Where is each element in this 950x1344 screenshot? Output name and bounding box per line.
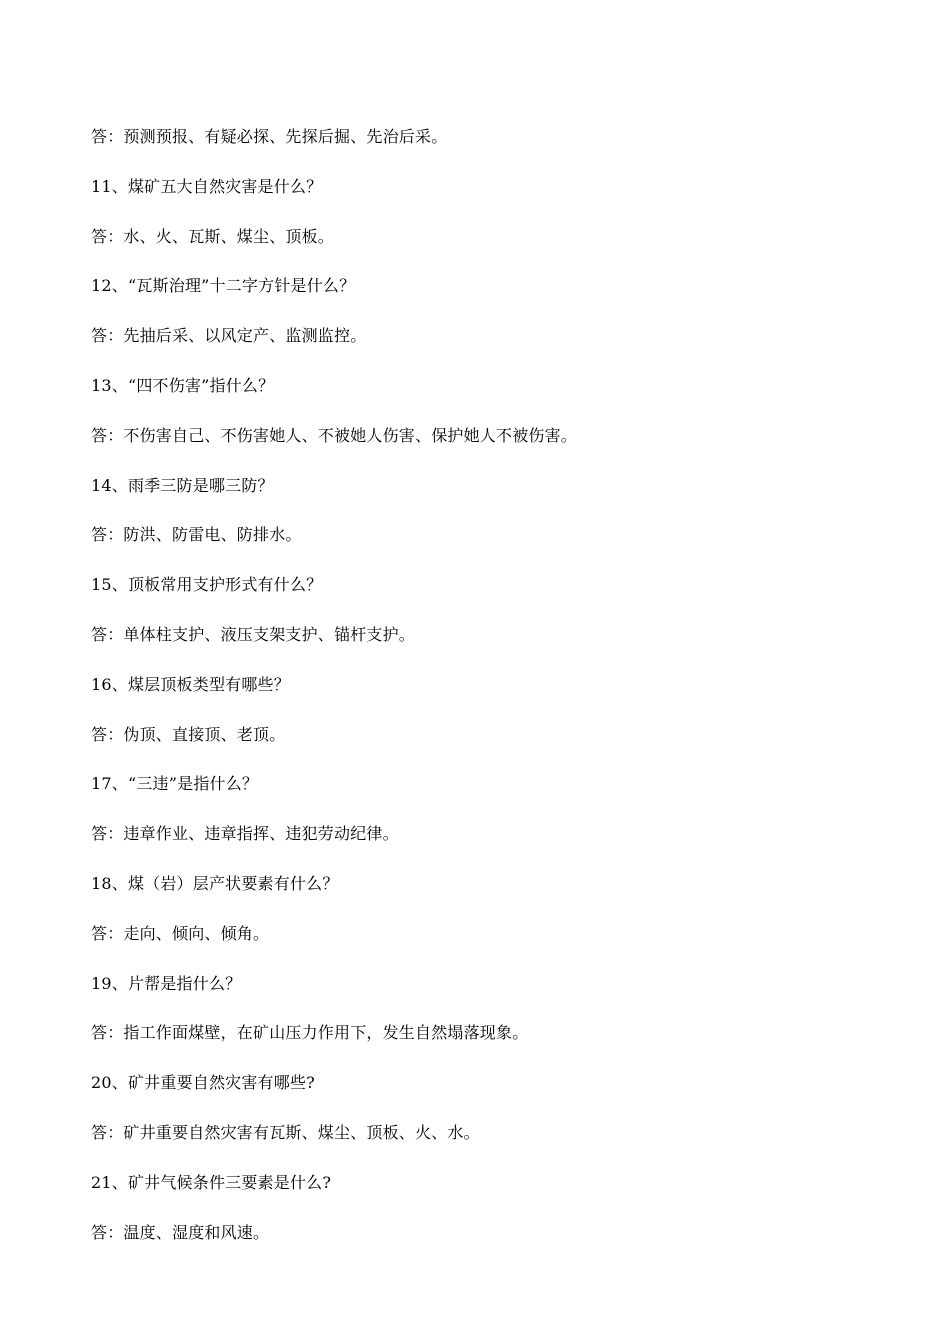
answer-line: 答：走向、倾向、倾角。	[91, 923, 270, 943]
question-line: 19、片帮是指什么？	[91, 973, 242, 993]
question-line: 21、矿井气候条件三要素是什么?	[91, 1172, 332, 1192]
qa-list	[91, 124, 911, 1269]
question-line: 12、“瓦斯治理”十二字方针是什么？	[91, 276, 356, 296]
question-line: 20、矿井重要自然灾害有哪些?	[91, 1073, 315, 1093]
question-line: 11、煤矿五大自然灾害是什么？	[91, 176, 323, 196]
question-line: 14、雨季三防是哪三防？	[91, 475, 274, 495]
answer-line: 答：伪顶、直接顶、老顶。	[91, 724, 286, 744]
answer-line: 答：不伤害自己、不伤害她人、不被她人伤害、保护她人不被伤害。	[91, 425, 578, 445]
question-line: 13、“四不伤害”指什么？	[91, 375, 275, 395]
question-line: 17、“三违”是指什么？	[91, 774, 259, 794]
question-line: 15、顶板常用支护形式有什么？	[91, 575, 323, 595]
answer-line: 答：温度、湿度和风速。	[91, 1222, 270, 1242]
answer-line: 答：矿井重要自然灾害有瓦斯、煤尘、顶板、火、水。	[91, 1122, 480, 1142]
answer-line: 答：预测预报、有疑必探、先探后掘、先治后采。	[91, 127, 448, 146]
question-line: 18、煤（岩）层产状要素有什么？	[91, 873, 339, 893]
answer-line: 答：违章作业、违章指挥、违犯劳动纪律。	[91, 824, 399, 844]
answer-line: 答：防洪、防雷电、防排水。	[91, 525, 302, 545]
answer-line: 答：水、火、瓦斯、煤尘、顶板。	[91, 226, 335, 246]
answer-line: 答：单体柱支护、液压支架支护、锚杆支护。	[91, 624, 416, 644]
question-line: 16、煤层顶板类型有哪些？	[91, 674, 290, 694]
answer-line: 答：指工作面煤壁，在矿山压力作用下，发生自然塌落现象。	[91, 1023, 529, 1043]
answer-line: 答：先抽后采、以风定产、监测监控。	[91, 326, 367, 346]
